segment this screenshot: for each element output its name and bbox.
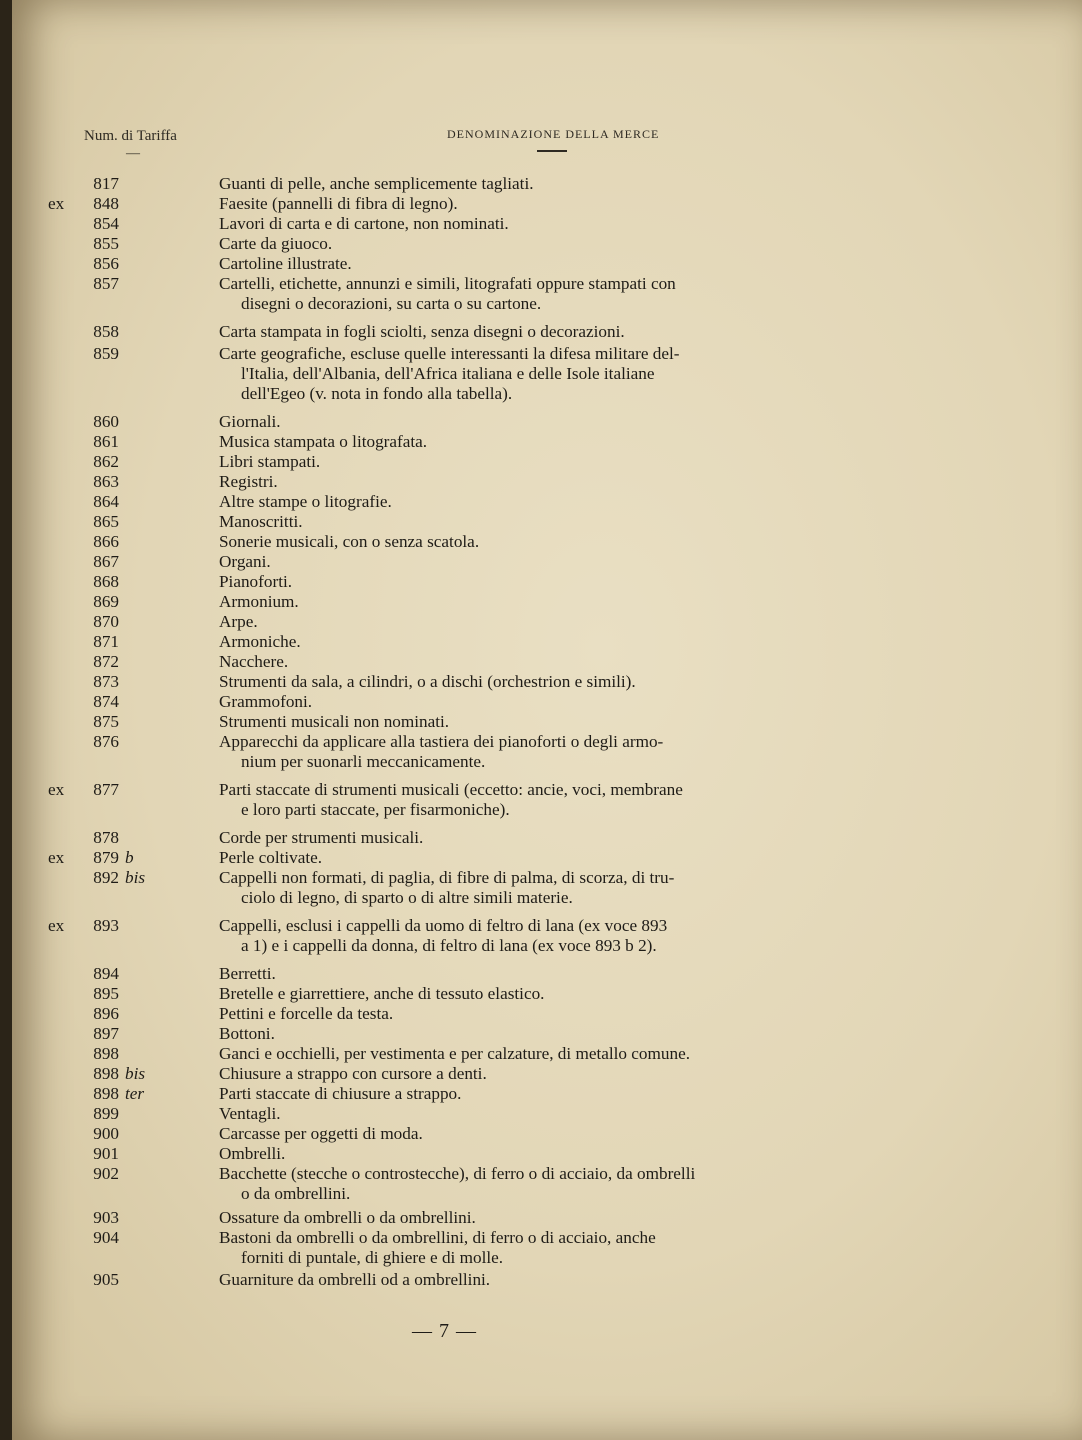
tariff-entry (12, 322, 1082, 342)
description-line: Organi. (219, 552, 271, 571)
column-header-tariff-number: Num. di Tariffa (84, 128, 177, 144)
description-line: Faesite (pannelli di fibra di legno). (219, 194, 458, 213)
tariff-number: 894 (93, 964, 119, 983)
page-number: — 7 — (412, 1320, 477, 1342)
goods-description (219, 472, 869, 492)
goods-description (219, 632, 869, 652)
tariff-suffix: bis (125, 1064, 146, 1083)
goods-description (219, 1004, 869, 1024)
tariff-entry (12, 412, 1082, 432)
goods-description (219, 1228, 869, 1268)
description-line: a 1) e i cappelli da donna, di feltro di lana (ex voce 893 b 2). (241, 936, 657, 955)
tariff-number: 903 (93, 1208, 119, 1227)
tariff-number: 895 (93, 984, 119, 1003)
tariff-number: 848 (93, 194, 119, 213)
tariff-list (12, 174, 1082, 1290)
tariff-entry (12, 1084, 1082, 1104)
tariff-number: 863 (93, 472, 119, 491)
tariff-suffix: bis (125, 868, 146, 887)
tariff-number: 877 (93, 780, 119, 799)
goods-description (219, 194, 869, 214)
description-line: Cartoline illustrate. (219, 254, 352, 273)
goods-description (219, 274, 869, 314)
description-line: Bacchette (stecche o controstecche), di ferro o di acciaio, da ombrelli (219, 1164, 696, 1183)
description-line: Pettini e forcelle da testa. (219, 1004, 394, 1023)
tariff-entry (12, 692, 1082, 712)
tariff-number: 873 (93, 672, 119, 691)
goods-description (219, 234, 869, 254)
ex-marker: ex (48, 780, 65, 799)
description-line: Apparecchi da applicare alla tastiera dei pianoforti o degli armo- (219, 732, 664, 751)
goods-description (219, 214, 869, 234)
description-line: Manoscritti. (219, 512, 303, 531)
goods-description (219, 174, 869, 194)
goods-description (219, 1208, 869, 1228)
tariff-entry (12, 512, 1082, 532)
tariff-number: 857 (93, 274, 119, 293)
description-line: Guanti di pelle, anche semplicemente tagliati. (219, 174, 534, 193)
description-line: Ombrelli. (219, 1144, 286, 1163)
goods-description (219, 732, 869, 772)
goods-description (219, 1044, 869, 1064)
tariff-number: 898 (93, 1044, 119, 1063)
tariff-entry (12, 984, 1082, 1004)
tariff-number: 879 (93, 848, 119, 867)
description-line: Armonium. (219, 592, 299, 611)
tariff-number: 866 (93, 532, 119, 551)
goods-description (219, 532, 869, 552)
header-rule (537, 150, 567, 152)
description-line: o da ombrellini. (241, 1184, 351, 1203)
tariff-number: 861 (93, 432, 119, 451)
tariff-number: 899 (93, 1104, 119, 1123)
goods-description (219, 254, 869, 274)
column-header-description: DENOMINAZIONE DELLA MERCE (447, 127, 660, 141)
description-line: Sonerie musicali, con o senza scatola. (219, 532, 480, 551)
goods-description (219, 592, 869, 612)
tariff-entry (12, 254, 1082, 274)
description-line: ciolo di legno, di sparto o di altre simili materie. (241, 888, 573, 907)
description-line: Registri. (219, 472, 278, 491)
goods-description (219, 492, 869, 512)
tariff-number: 904 (93, 1228, 119, 1247)
tariff-number: 854 (93, 214, 119, 233)
description-line: Cartelli, etichette, annunzi e simili, litografati oppure stampati con (219, 274, 676, 293)
description-line: Chiusure a strappo con cursore a denti. (219, 1064, 487, 1083)
tariff-entry (12, 234, 1082, 254)
tariff-number: 874 (93, 692, 119, 711)
tariff-number: 858 (93, 322, 119, 341)
description-line: Libri stampati. (219, 452, 321, 471)
document-page (12, 0, 1082, 1440)
description-line: disegni o decorazioni, su carta o su cartone. (241, 294, 542, 313)
goods-description (219, 692, 869, 712)
goods-description (219, 672, 869, 692)
tariff-number: 897 (93, 1024, 119, 1043)
description-line: Carte geografiche, escluse quelle interessanti la difesa militare del- (219, 344, 680, 363)
tariff-suffix: ter (125, 1084, 145, 1103)
tariff-entry (12, 780, 1082, 820)
goods-description (219, 512, 869, 532)
goods-description (219, 572, 869, 592)
tariff-number: 865 (93, 512, 119, 531)
tariff-entry (12, 612, 1082, 632)
tariff-number: 870 (93, 612, 119, 631)
tariff-entry (12, 916, 1082, 956)
tariff-entry (12, 214, 1082, 234)
tariff-entry (12, 672, 1082, 692)
tariff-number: 862 (93, 452, 119, 471)
description-line: dell'Egeo (v. nota in fondo alla tabella). (241, 384, 513, 403)
tariff-number: 876 (93, 732, 119, 751)
goods-description (219, 848, 869, 868)
tariff-entry (12, 1228, 1082, 1268)
tariff-entry (12, 432, 1082, 452)
tariff-number: 864 (93, 492, 119, 511)
goods-description (219, 344, 869, 404)
goods-description (219, 780, 869, 820)
description-line: Bretelle e giarrettiere, anche di tessuto elastico. (219, 984, 545, 1003)
tariff-number: 856 (93, 254, 119, 273)
goods-description (219, 1270, 869, 1290)
goods-description (219, 1124, 869, 1144)
description-line: Armoniche. (219, 632, 301, 651)
tariff-number: 867 (93, 552, 119, 571)
description-line: Arpe. (219, 612, 258, 631)
goods-description (219, 1064, 869, 1084)
tariff-entry (12, 492, 1082, 512)
description-line: Strumenti musicali non nominati. (219, 712, 450, 731)
description-line: Musica stampata o litografata. (219, 432, 428, 451)
tariff-number: 905 (93, 1270, 119, 1289)
description-line: Ganci e occhielli, per vestimenta e per calzature, di metallo comune. (219, 1044, 691, 1063)
description-line: Ossature da ombrelli o da ombrellini. (219, 1208, 476, 1227)
tariff-number: 875 (93, 712, 119, 731)
tariff-number: 859 (93, 344, 119, 363)
description-line: Carte da giuoco. (219, 234, 333, 253)
goods-description (219, 412, 869, 432)
description-line: e loro parti staccate, per fisarmoniche). (241, 800, 510, 819)
tariff-number: 869 (93, 592, 119, 611)
description-line: Carcasse per oggetti di moda. (219, 1124, 423, 1143)
tariff-number: 817 (93, 174, 119, 193)
goods-description (219, 1144, 869, 1164)
goods-description (219, 1084, 869, 1104)
ex-marker: ex (48, 848, 65, 867)
tariff-entry (12, 632, 1082, 652)
tariff-entry (12, 274, 1082, 314)
goods-description (219, 452, 869, 472)
tariff-entry (12, 472, 1082, 492)
goods-description (219, 964, 869, 984)
tariff-entry (12, 1144, 1082, 1164)
description-line: Pianoforti. (219, 572, 293, 591)
tariff-number: 900 (93, 1124, 119, 1143)
description-line: Bottoni. (219, 1024, 275, 1043)
description-line: Guarniture da ombrelli od a ombrellini. (219, 1270, 491, 1289)
tariff-entry (12, 1044, 1082, 1064)
goods-description (219, 712, 869, 732)
column-header-dash: — (126, 146, 140, 161)
tariff-entry (12, 1104, 1082, 1124)
tariff-entry (12, 344, 1082, 404)
tariff-entry (12, 532, 1082, 552)
goods-description (219, 1164, 869, 1204)
goods-description (219, 652, 869, 672)
tariff-number: 896 (93, 1004, 119, 1023)
tariff-entry (12, 1064, 1082, 1084)
description-line: Cappelli, esclusi i cappelli da uomo di feltro di lana (ex voce 893 (219, 916, 668, 935)
description-line: Lavori di carta e di cartone, non nominati. (219, 214, 509, 233)
description-line: Carta stampata in fogli sciolti, senza disegni o decorazioni. (219, 322, 625, 341)
tariff-number: 893 (93, 916, 119, 935)
goods-description (219, 1024, 869, 1044)
description-line: Grammofoni. (219, 692, 313, 711)
tariff-number: 868 (93, 572, 119, 591)
description-line: Parti staccate di strumenti musicali (eccetto: ancie, voci, membrane (219, 780, 683, 799)
goods-description (219, 322, 869, 342)
goods-description (219, 828, 869, 848)
tariff-entry (12, 732, 1082, 772)
description-line: Parti staccate di chiusure a strappo. (219, 1084, 462, 1103)
tariff-number: 860 (93, 412, 119, 431)
description-line: Cappelli non formati, di paglia, di fibre di palma, di scorza, di tru- (219, 868, 675, 887)
goods-description (219, 984, 869, 1004)
tariff-entry (12, 848, 1082, 868)
ex-marker: ex (48, 194, 65, 213)
description-line: Berretti. (219, 964, 276, 983)
tariff-entry (12, 174, 1082, 194)
description-line: nium per suonarli meccanicamente. (241, 752, 486, 771)
description-line: Ventagli. (219, 1104, 281, 1123)
ex-marker: ex (48, 916, 65, 935)
tariff-number: 892 (93, 868, 119, 887)
description-line: Nacchere. (219, 652, 289, 671)
tariff-entry (12, 1124, 1082, 1144)
goods-description (219, 916, 869, 956)
tariff-entry (12, 828, 1082, 848)
goods-description (219, 1104, 869, 1124)
tariff-entry (12, 1004, 1082, 1024)
goods-description (219, 612, 869, 632)
tariff-entry (12, 1270, 1082, 1290)
tariff-number: 855 (93, 234, 119, 253)
tariff-entry (12, 1208, 1082, 1228)
tariff-number: 898 (93, 1084, 119, 1103)
tariff-number: 901 (93, 1144, 119, 1163)
description-line: l'Italia, dell'Albania, dell'Africa italiana e delle Isole italiane (241, 364, 655, 383)
tariff-number: 902 (93, 1164, 119, 1183)
tariff-number: 878 (93, 828, 119, 847)
goods-description (219, 868, 869, 908)
tariff-number: 898 (93, 1064, 119, 1083)
tariff-suffix: b (125, 848, 134, 867)
tariff-entry (12, 552, 1082, 572)
goods-description (219, 552, 869, 572)
tariff-entry (12, 964, 1082, 984)
tariff-entry (12, 868, 1082, 908)
tariff-number: 872 (93, 652, 119, 671)
description-line: Bastoni da ombrelli o da ombrellini, di ferro o di acciaio, anche (219, 1228, 656, 1247)
tariff-entry (12, 452, 1082, 472)
description-line: forniti di puntale, di ghiere e di molle. (241, 1248, 504, 1267)
tariff-entry (12, 712, 1082, 732)
tariff-entry (12, 572, 1082, 592)
description-line: Corde per strumenti musicali. (219, 828, 424, 847)
description-line: Strumenti da sala, a cilindri, o a dischi (orchestrion e simili). (219, 672, 636, 691)
tariff-entry (12, 652, 1082, 672)
description-line: Giornali. (219, 412, 281, 431)
description-line: Perle coltivate. (219, 848, 323, 867)
goods-description (219, 432, 869, 452)
tariff-entry (12, 194, 1082, 214)
description-line: Altre stampe o litografie. (219, 492, 392, 511)
tariff-number: 871 (93, 632, 119, 651)
tariff-entry (12, 1164, 1082, 1204)
tariff-entry (12, 1024, 1082, 1044)
tariff-entry (12, 592, 1082, 612)
